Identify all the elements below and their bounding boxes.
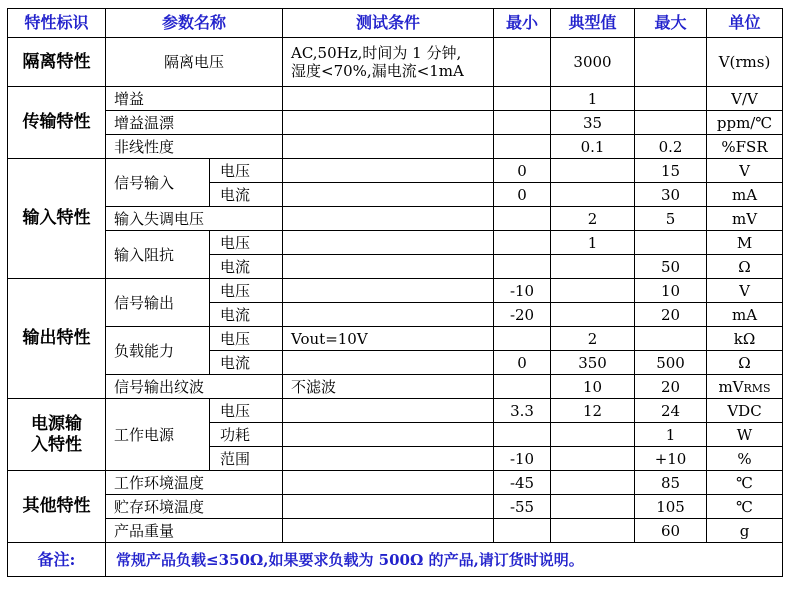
header-unit: 单位 (707, 9, 783, 38)
typ-value: 35 (551, 111, 635, 135)
unit: kΩ (707, 327, 783, 351)
table-row (8, 495, 783, 519)
test-condition (283, 447, 494, 471)
table-row (8, 375, 783, 399)
typ-value (551, 471, 635, 495)
typ-value: 12 (551, 399, 635, 423)
group-label (8, 399, 106, 471)
unit: W (707, 423, 783, 447)
min-value (494, 111, 551, 135)
test-condition (283, 111, 494, 135)
group-label: 其他特性 (8, 471, 106, 543)
note-label: 备注: (8, 543, 106, 577)
sub-param: 电流 (210, 183, 283, 207)
header-typ: 典型值 (551, 9, 635, 38)
typ-value: 3000 (551, 38, 635, 87)
param-name: 增益 (106, 87, 283, 111)
sub-param: 电压 (210, 159, 283, 183)
test-condition (283, 471, 494, 495)
group-label: 输入特性 (8, 159, 106, 279)
max-value: 24 (635, 399, 707, 423)
unit: VDC (707, 399, 783, 423)
group-label-line: 电源输 (31, 414, 82, 435)
test-condition (283, 303, 494, 327)
param-name: 信号输入 (106, 159, 210, 207)
param-name: 输入失调电压 (106, 207, 283, 231)
test-condition (283, 399, 494, 423)
max-value: 15 (635, 159, 707, 183)
min-value: 0 (494, 183, 551, 207)
unit: Ω (707, 255, 783, 279)
param-name: 贮存环境温度 (106, 495, 283, 519)
min-value (494, 207, 551, 231)
unit: % (707, 447, 783, 471)
min-value: -55 (494, 495, 551, 519)
group-label: 输出特性 (8, 279, 106, 399)
unit-subscript: RMS (743, 381, 771, 395)
param-name: 工作电源 (106, 399, 210, 471)
param-name: 信号输出纹波 (106, 375, 283, 399)
table-row (8, 471, 783, 495)
unit: ℃ (707, 495, 783, 519)
test-condition (283, 423, 494, 447)
min-value (494, 231, 551, 255)
param-name: 隔离电压 (106, 38, 283, 87)
test-condition (283, 279, 494, 303)
sub-param: 范围 (210, 447, 283, 471)
test-condition (283, 159, 494, 183)
typ-value: 1 (551, 231, 635, 255)
typ-value (551, 183, 635, 207)
typ-value: 0.1 (551, 135, 635, 159)
max-value: 85 (635, 471, 707, 495)
test-condition (283, 183, 494, 207)
max-value: +10 (635, 447, 707, 471)
table-row (8, 111, 783, 135)
min-value (494, 255, 551, 279)
max-value: 0.2 (635, 135, 707, 159)
max-value: 30 (635, 183, 707, 207)
unit: mA (707, 303, 783, 327)
max-value: 105 (635, 495, 707, 519)
test-condition: 不滤波 (283, 375, 494, 399)
max-value: 5 (635, 207, 707, 231)
sub-param: 电流 (210, 351, 283, 375)
max-value (635, 231, 707, 255)
spec-table (7, 8, 783, 577)
test-condition (283, 135, 494, 159)
unit: Ω (707, 351, 783, 375)
sub-param: 功耗 (210, 423, 283, 447)
unit: ppm/℃ (707, 111, 783, 135)
unit (707, 375, 783, 399)
condition-line: AC,50Hz,时间为 1 分钟, (291, 44, 462, 62)
group-label: 隔离特性 (8, 38, 106, 87)
unit: ℃ (707, 471, 783, 495)
sub-param: 电压 (210, 399, 283, 423)
max-value: 20 (635, 303, 707, 327)
min-value: -45 (494, 471, 551, 495)
min-value: 3.3 (494, 399, 551, 423)
note-row (8, 543, 783, 577)
typ-value (551, 423, 635, 447)
min-value (494, 38, 551, 87)
max-value: 20 (635, 375, 707, 399)
test-condition (283, 231, 494, 255)
test-condition (283, 255, 494, 279)
min-value (494, 375, 551, 399)
table-row (8, 159, 783, 183)
param-name: 增益温漂 (106, 111, 283, 135)
table-row (8, 399, 783, 423)
typ-value: 2 (551, 327, 635, 351)
unit: mA (707, 183, 783, 207)
min-value: 0 (494, 351, 551, 375)
table-row (8, 135, 783, 159)
max-value: 500 (635, 351, 707, 375)
unit: M (707, 231, 783, 255)
min-value (494, 423, 551, 447)
table-row (8, 87, 783, 111)
test-condition (283, 207, 494, 231)
typ-value: 2 (551, 207, 635, 231)
unit: V(rms) (707, 38, 783, 87)
typ-value (551, 447, 635, 471)
typ-value (551, 255, 635, 279)
unit: V/V (707, 87, 783, 111)
unit: V (707, 159, 783, 183)
sub-param: 电流 (210, 303, 283, 327)
max-value: 50 (635, 255, 707, 279)
test-condition (283, 87, 494, 111)
unit: %FSR (707, 135, 783, 159)
typ-value (551, 495, 635, 519)
typ-value: 10 (551, 375, 635, 399)
test-condition (283, 38, 494, 87)
group-label: 传输特性 (8, 87, 106, 159)
max-value: 1 (635, 423, 707, 447)
header-param: 参数名称 (106, 9, 283, 38)
max-value: 10 (635, 279, 707, 303)
param-name: 输入阻抗 (106, 231, 210, 279)
note-text: 常规产品负载≤350Ω,如果要求负载为 500Ω 的产品,请订货时说明。 (106, 543, 783, 577)
min-value (494, 87, 551, 111)
table-row (8, 207, 783, 231)
header-cond: 测试条件 (283, 9, 494, 38)
param-name: 信号输出 (106, 279, 210, 327)
test-condition (283, 495, 494, 519)
param-name: 工作环境温度 (106, 471, 283, 495)
typ-value (551, 279, 635, 303)
header-min: 最小 (494, 9, 551, 38)
max-value: 60 (635, 519, 707, 543)
min-value: -10 (494, 447, 551, 471)
min-value (494, 519, 551, 543)
typ-value (551, 159, 635, 183)
max-value (635, 38, 707, 87)
sub-param: 电压 (210, 279, 283, 303)
table-row (8, 279, 783, 303)
unit: V (707, 279, 783, 303)
min-value (494, 327, 551, 351)
table-row (8, 327, 783, 351)
group-label-line: 入特性 (31, 434, 82, 455)
unit-main: mV (718, 377, 744, 396)
max-value (635, 111, 707, 135)
test-condition (283, 519, 494, 543)
table-row (8, 38, 783, 87)
table-row (8, 519, 783, 543)
header-row (8, 9, 783, 38)
test-condition (283, 351, 494, 375)
max-value (635, 327, 707, 351)
typ-value: 350 (551, 351, 635, 375)
header-group: 特性标识 (8, 9, 106, 38)
sub-param: 电压 (210, 327, 283, 351)
typ-value (551, 519, 635, 543)
sub-param: 电压 (210, 231, 283, 255)
max-value (635, 87, 707, 111)
min-value (494, 135, 551, 159)
condition-line: 湿度<70%,漏电流<1mA (291, 62, 464, 80)
param-name: 非线性度 (106, 135, 283, 159)
typ-value (551, 303, 635, 327)
header-max: 最大 (635, 9, 707, 38)
unit: g (707, 519, 783, 543)
unit: mV (707, 207, 783, 231)
param-name: 产品重量 (106, 519, 283, 543)
typ-value: 1 (551, 87, 635, 111)
test-condition: Vout=10V (283, 327, 494, 351)
min-value: -10 (494, 279, 551, 303)
min-value: 0 (494, 159, 551, 183)
min-value: -20 (494, 303, 551, 327)
param-name: 负载能力 (106, 327, 210, 375)
table-row (8, 231, 783, 255)
sub-param: 电流 (210, 255, 283, 279)
